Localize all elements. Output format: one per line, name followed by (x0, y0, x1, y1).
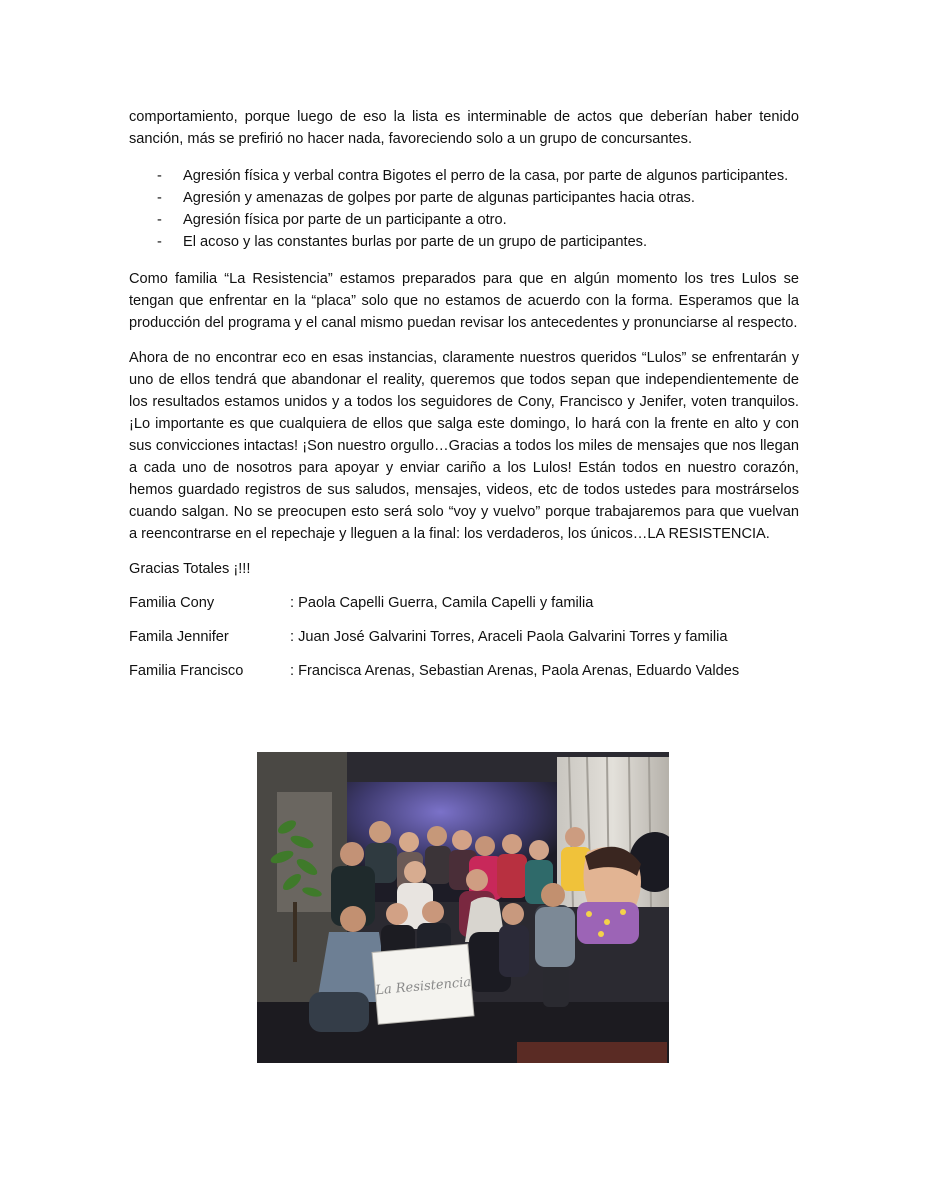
bullet-list (129, 165, 799, 253)
document-body (129, 106, 799, 694)
bullet-dash: - (157, 234, 162, 250)
bullet-dash: - (157, 168, 162, 184)
group-photo-illustration (257, 752, 669, 1063)
sign-text: La Resistencia (374, 975, 472, 999)
bullet-text: Agresión y amenazas de golpes por parte de algunas participantes hacia otras. (183, 190, 695, 206)
signature-names: : Francisca Arenas, Sebastian Arenas, Paola Arenas, Eduardo Valdes (290, 663, 740, 679)
signature-family: Familia Francisco (129, 663, 244, 679)
signature-names: : Juan José Galvarini Torres, Araceli Paola Galvarini Torres y familia (290, 629, 728, 645)
paragraph-2: Como familia “La Resistencia” estamos preparados para que en algún momento los tres Lulos se tengan que enfrentar en la “placa” solo que no estamos de acuerdo con la forma. Esperamos que la producción del programa y el canal mismo puedan revisar los antecedentes y pronunciarse al respecto. (129, 271, 799, 331)
bullet-item (129, 209, 799, 231)
signature-row (129, 660, 799, 682)
signature-family: Famila Jennifer (129, 629, 229, 645)
signature-family: Familia Cony (129, 595, 215, 611)
cutout-figure (577, 847, 641, 944)
bullet-text: Agresión física y verbal contra Bigotes el perro de la casa, por parte de algunos participantes. (183, 168, 789, 184)
signature-names: : Paola Capelli Guerra, Camila Capelli y familia (290, 595, 594, 611)
paragraph-3: Ahora de no encontrar eco en esas instancias, claramente nuestros queridos “Lulos” se enfrentarán y uno de ellos tendrá que abandonar el reality, queremos que todos sepan que independientemente de los resultados estamos unidos y a todos los seguidores de Cony, Francisco y Jenifer, voten tranquilos. ¡Lo importante es que cualquiera de ellos que salga este domingo, lo hará con la frente en alto y con sus convicciones intactas! ¡Son nuestro orgullo…Gracias a todos los miles de mensajes que nos llegan a cada uno de nosotros para apoyar y enviar cariño a los Lulos! Están todos en nuestro corazón, hemos guardado registros de sus saludos, mensajes, videos, etc de todos ustedes para mostrárselos cuando salgan. No se preocupen esto será solo “voy y vuelvo” porque trabajaremos para que vuelvan a reencontrarse en el repechaje y lleguen a la final: los verdaderos, los únicos…LA RESISTENCIA. (129, 350, 799, 542)
paragraph-1: comportamiento, porque luego de eso la lista es interminable de actos que deberían haber tenido sanción, más se prefirió no hacer nada, favoreciendo solo a un grupo de concursantes. (129, 109, 799, 147)
resistance-sign (371, 944, 474, 1024)
bullet-item (129, 187, 799, 209)
bullet-text: El acoso y las constantes burlas por parte de un grupo de participantes. (183, 234, 648, 250)
bullet-item (129, 165, 799, 187)
thanks-line: Gracias Totales ¡!!! (129, 561, 251, 577)
signature-row (129, 592, 799, 614)
bullet-dash: - (157, 212, 162, 228)
bullet-item (129, 231, 799, 253)
bullet-dash: - (157, 190, 162, 206)
signature-row (129, 626, 799, 648)
group-photo (257, 752, 669, 1063)
bullet-text: Agresión física por parte de un participante a otro. (183, 212, 507, 228)
